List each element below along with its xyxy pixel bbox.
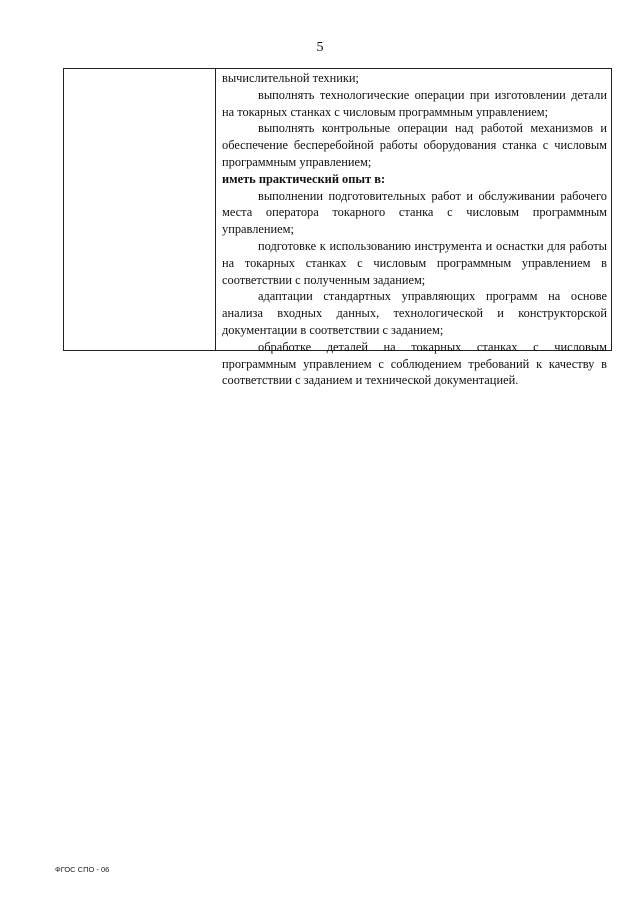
experience-paragraph: выполнении подготовительных работ и обслуживании рабочего места оператора токарного станка с числовым программным управлением; [222,188,607,237]
experience-heading: иметь практический опыт в: [222,171,386,186]
experience-paragraph: адаптации стандартных управляющих программ на основе анализа входных данных, технологической и конструкторской документации в соответствии с заданием; [222,289,607,337]
table-left-cell [64,69,216,350]
skill-paragraph: выполнять технологические операции при изготовлении детали на токарных станках с числовым программным управлением; [222,87,607,119]
page-number: 5 [316,40,324,55]
skill-paragraph: выполнять контрольные операции над работой механизмов и обеспечение бесперебойной работы оборудования станка с числовым программным управлением; [222,121,607,169]
content-table [63,68,612,388]
experience-paragraph: подготовке к использованию инструмента и оснастки для работы на токарных станках с числовым программным управлением в соответствии с полученным заданием; [222,238,607,287]
continuation-text: вычислительной техники; [222,71,359,85]
table-right-cell [216,69,611,388]
experience-paragraph: обработке деталей на токарных станках с числовым программным управлением с соблюдением требований к качеству в соответствии с заданием и технической документацией. [222,339,607,388]
footer-code: ФГОС СПО - 06 [55,865,110,874]
